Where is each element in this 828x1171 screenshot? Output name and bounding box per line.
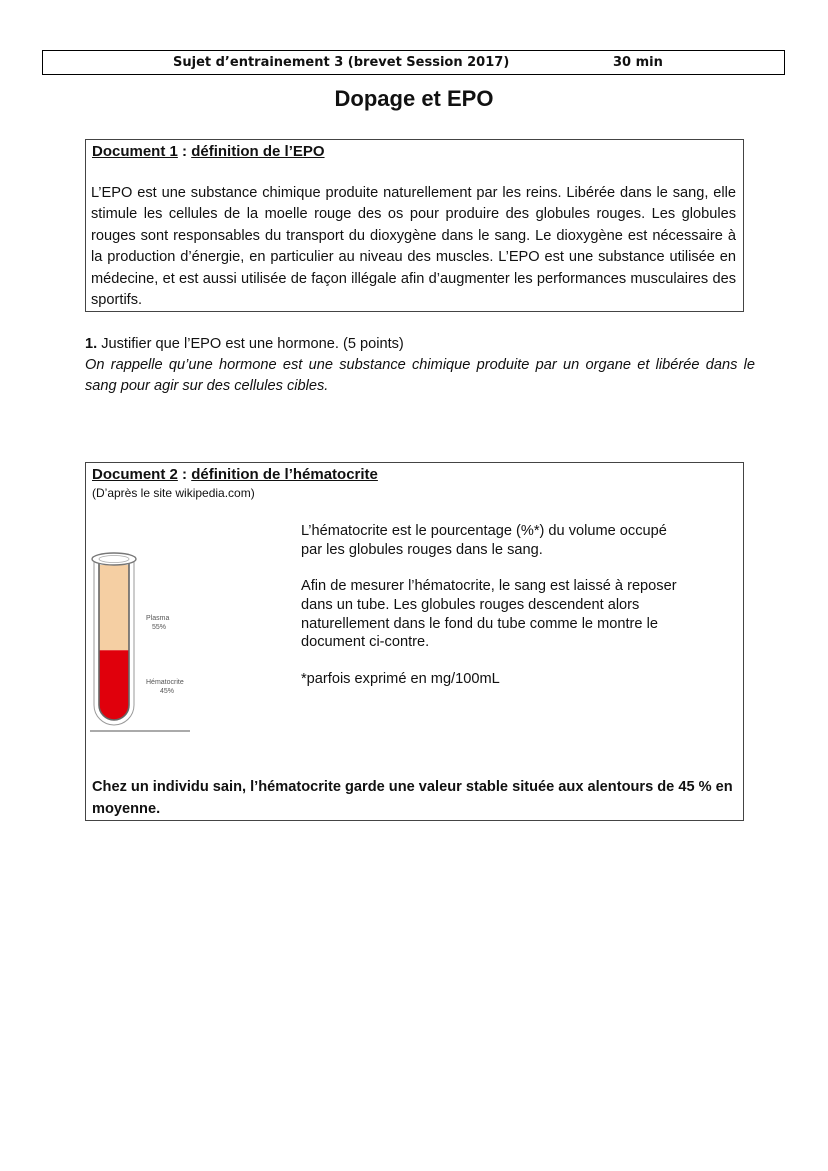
document-1-label: Document 1 (92, 143, 178, 160)
hematocrit-label: Hématocrite (146, 679, 184, 686)
unit-footnote: *parfois exprimé en mg/100mL (301, 671, 500, 687)
test-tube-illustration (90, 545, 200, 735)
hematocrit-layer (99, 650, 129, 720)
duration-label: 30 min (613, 55, 663, 70)
subject-title: Sujet d’entrainement 3 (brevet Session 2017) (173, 55, 510, 70)
conclusion-statement: Chez un individu sain, l’hématocrite garde une valeur stable située aux alentours de 45 % en moyenne. (92, 779, 733, 817)
document-2-separator: : (177, 466, 192, 483)
question-1-reminder: On rappelle qu’une hormone est une substance chimique produite par un organe et libérée dans le sang pour agir sur des cellules cibles. (85, 357, 755, 394)
plasma-label: Plasma (146, 615, 170, 622)
document-1-box (85, 139, 744, 312)
hematocrit-definition: L’hématocrite est le pourcentage (%*) du volume occupé par les globules rouges dans le sang. (301, 523, 667, 558)
question-1 (85, 334, 755, 397)
document-1-separator: : (177, 143, 192, 160)
document-2-box (85, 462, 744, 821)
measurement-explanation: Afin de mesurer l’hématocrite, le sang est laissé à reposer dans un tube. Les globules rouges descendent alors naturellement dans le fond du tube comme le montre le document ci-contre. (301, 578, 677, 651)
document-2-heading (92, 466, 378, 483)
plasma-percentage: 55% (152, 624, 167, 631)
question-1-text: Justifier que l’EPO est une hormone. (5 points) (97, 336, 404, 352)
source-note: (D’après le site wikipedia.com) (92, 486, 255, 500)
document-1-body: L’EPO est une substance chimique produite naturellement par les reins. Libérée dans le sang, elle stimule les cellules de la moelle rouge des os pour produire des globules rouges. Les globules rouges sont responsables du transport du dioxygène dans le sang. Le dioxygène est nécessaire à la production d’énergie, en particulier au niveau des muscles. L’EPO est une substance utilisée en médecine, et est aussi utilisée de façon illégale afin d’augmenter les performances musculaires des sportifs. (91, 185, 736, 309)
header-bar (42, 50, 785, 75)
question-1-number: 1. (85, 336, 98, 352)
document-2-label: Document 2 (92, 466, 178, 483)
plasma-layer (99, 565, 129, 650)
document-1-heading (92, 143, 325, 160)
document-1-title: définition de l’EPO (191, 143, 325, 160)
hematocrit-percentage: 45% (160, 688, 175, 695)
document-2-title: définition de l’hématocrite (191, 466, 378, 483)
page-title: Dopage et EPO (334, 86, 494, 111)
